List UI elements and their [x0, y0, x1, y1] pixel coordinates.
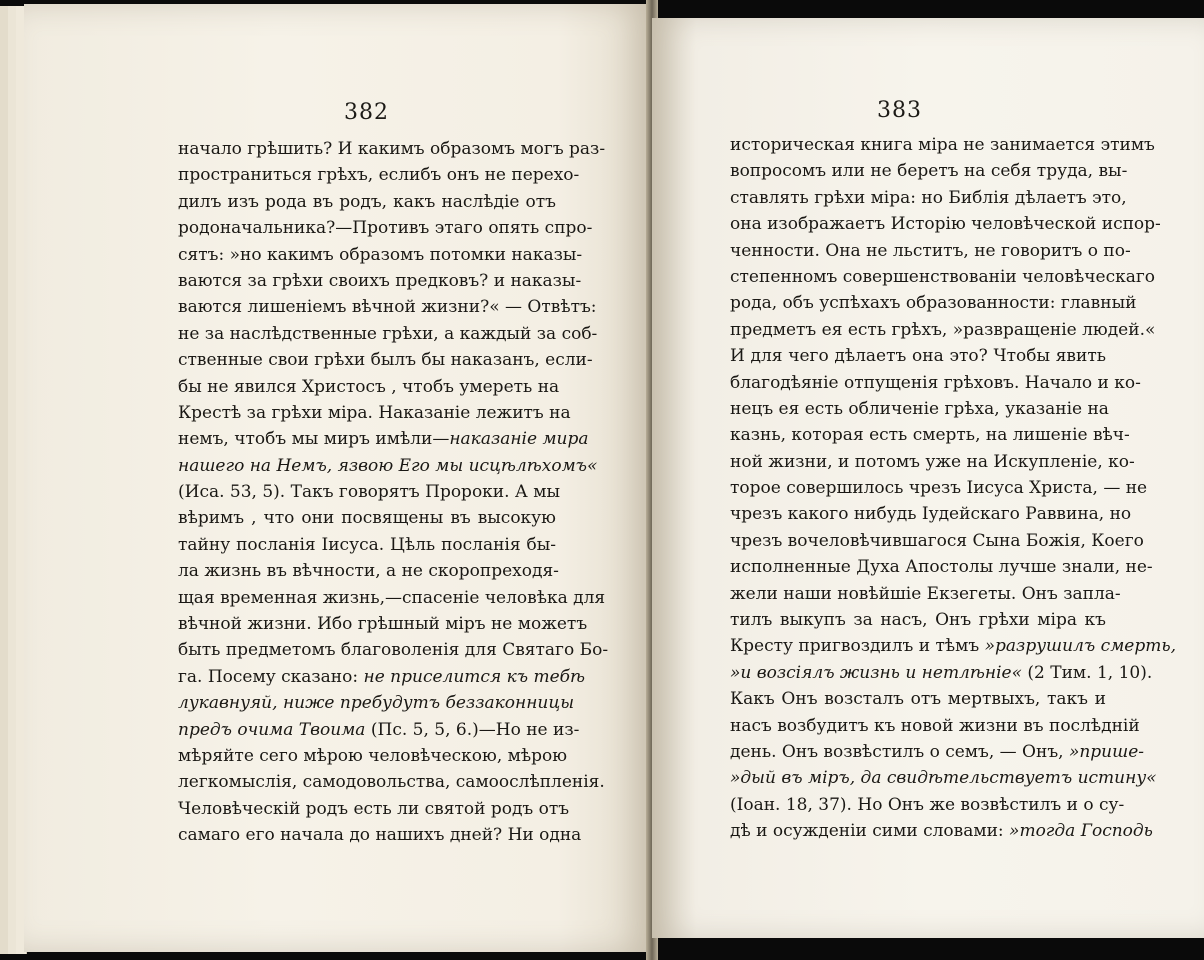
text-line [730, 713, 1140, 739]
text-segment: казнь, которая есть смерть, на лишеніе вѣч- [730, 425, 1130, 446]
text-segment: дилъ изъ рода въ родъ, какъ наслѣдіе отъ [178, 191, 556, 212]
text-segment: вѣримъ , что они посвящены въ высокую [178, 508, 556, 529]
text-segment: (Иса. 53, 5). Такъ говорятъ Пророки. А мы [178, 482, 560, 503]
text-segment: предметъ ея есть грѣхъ, »развращеніе людей.« [730, 319, 1156, 340]
text-segment: (Пс. 5, 5, 6.)—Но не из- [365, 719, 580, 740]
text-segment: жели наши новѣйшіе Екзегеты. Онъ запла- [730, 583, 1121, 604]
italic-quote: »тогда Господь [1009, 821, 1153, 842]
text-line [178, 426, 589, 452]
text-line [178, 558, 559, 584]
text-line [730, 633, 1177, 659]
text-segment: нецъ ея есть обличеніе грѣха, указаніе на [730, 398, 1109, 419]
text-line [730, 765, 1157, 791]
text-segment: дѣ и осужденіи сими словами: [730, 821, 1010, 842]
text-segment: вѣчной жизни. Ибо грѣшный міръ не можетъ [178, 614, 588, 635]
italic-quote: наказаніе мира [449, 429, 589, 450]
left-page [24, 4, 652, 952]
text-line [730, 264, 1155, 290]
text-segment: щая временная жизнь,—спасеніе человѣка для [178, 587, 606, 608]
text-line [178, 321, 598, 347]
text-segment: чрезъ вочеловѣчившагося Сына Божія, Коего [730, 530, 1144, 551]
text-segment: чрезъ какого нибудь Іудейскаго Раввина, но [730, 504, 1132, 525]
text-segment: ваются за грѣхи своихъ предковъ? и наказы- [178, 270, 582, 291]
text-segment: бы не явился Христосъ , чтобъ умереть на [178, 376, 560, 397]
text-segment: самаго его начала до нашихъ дней? Ни одна [178, 825, 582, 846]
text-line [730, 581, 1121, 607]
text-line [730, 211, 1161, 237]
text-segment: вопросомъ или не беретъ на себя труда, вы- [730, 161, 1128, 182]
right-page-text [730, 132, 1177, 845]
text-line [730, 290, 1137, 316]
text-segment: (Іоан. 18, 37). Но Онъ же возвѣстилъ и о су- [730, 794, 1125, 815]
italic-quote: предъ очима Твоима [178, 719, 366, 740]
text-line [178, 400, 571, 426]
text-line [178, 637, 609, 663]
text-line [178, 690, 575, 716]
text-line [178, 505, 556, 531]
text-line [178, 136, 606, 162]
text-line [730, 475, 1148, 501]
text-line [178, 374, 560, 400]
right-page [652, 18, 1204, 938]
text-segment: начало грѣшить? И какимъ образомъ могъ раз- [178, 139, 606, 159]
italic-quote: »прише- [1068, 741, 1145, 762]
text-segment: Крестѣ за грѣхи міра. Наказаніе лежитъ на [178, 402, 571, 423]
italic-quote: нашего на Немъ, язвою Его мы исцѣлѣхомъ« [178, 455, 598, 476]
text-segment: (2 Тим. 1, 10). [1021, 662, 1153, 683]
text-segment: день. Онъ возвѣстилъ о семъ, — Онъ, [730, 741, 1069, 762]
text-segment: быть предметомъ благоволенія для Святаго Бо- [178, 640, 609, 661]
text-segment: не за наслѣдственные грѣхи, а каждый за соб- [178, 323, 598, 344]
text-segment: торое совершилось чрезъ Іисуса Христа, — не [730, 478, 1148, 499]
text-segment: рода, объ успѣхахъ образованности: главный [730, 293, 1137, 314]
text-segment: степенномъ совершенствованіи человѣческаго [730, 266, 1155, 287]
italic-quote: »дый въ міръ, да свидѣтельствуетъ истину« [730, 768, 1157, 789]
text-line [730, 501, 1132, 527]
text-line [730, 607, 1106, 633]
text-line [178, 717, 580, 743]
text-segment: ной жизни, и потомъ уже на Искупленіе, ко- [730, 451, 1135, 472]
text-line [730, 739, 1145, 765]
text-segment: благодѣяніе отпущенія грѣховъ. Начало и ко- [730, 372, 1141, 393]
text-line [730, 449, 1135, 475]
text-line [178, 585, 606, 611]
text-line [730, 660, 1153, 686]
text-line [730, 396, 1109, 422]
text-segment: мѣряйте сего мѣрою человѣческою, мѣрою [178, 745, 568, 766]
text-segment: родоначальника?—Противъ этаго опять спро- [178, 218, 593, 239]
text-segment: И для чего дѣлаетъ она это? Чтобы явить [730, 346, 1106, 367]
text-segment: Кресту пригвоздилъ и тѣмъ [730, 636, 985, 657]
text-segment: ставлять грѣхи міра: но Библія дѣлаетъ это, [730, 187, 1127, 208]
text-line [730, 185, 1127, 211]
text-line [730, 158, 1128, 184]
text-segment: ченности. Она не льститъ, не говоритъ о по- [730, 240, 1131, 261]
italic-quote: »разрушилъ смерть, [984, 636, 1177, 657]
text-line [178, 479, 560, 505]
text-segment: пространиться грѣхъ, еслибъ онъ не перехо- [178, 165, 580, 186]
text-segment: ваются лишеніемъ вѣчной жизни?« — Отвѣтъ: [178, 297, 597, 318]
text-segment: тилъ выкупъ за насъ, Онъ грѣхи міра къ [730, 610, 1106, 631]
italic-quote: не приселится къ тебѣ [363, 666, 586, 687]
text-line [178, 822, 582, 848]
text-line [178, 769, 605, 795]
text-line [178, 294, 597, 320]
text-line [730, 792, 1125, 818]
text-line [178, 611, 588, 637]
text-segment: историческая книга міра не занимается этимъ [730, 135, 1155, 155]
text-line [730, 686, 1106, 712]
text-line [178, 215, 593, 241]
page-number-right: 383 [877, 98, 922, 123]
text-line [730, 422, 1130, 448]
text-segment: сятъ: »но какимъ образомъ потомки наказы- [178, 244, 583, 265]
text-segment: ла жизнь въ вѣчности, а не скоропреходя- [178, 561, 559, 582]
text-line [178, 743, 568, 769]
text-segment: насъ возбудитъ къ новой жизни въ послѣдній [730, 715, 1140, 736]
text-line [178, 162, 580, 188]
text-line [730, 370, 1141, 396]
text-line [730, 818, 1153, 844]
text-line [178, 532, 556, 558]
italic-quote: »и возсіялъ жизнь и нетлѣніе« [730, 662, 1022, 683]
text-segment: тайну посланія Іисуса. Цѣль посланія бы- [178, 534, 556, 555]
text-segment: ственные свои грѣхи былъ бы наказанъ, если- [178, 350, 593, 371]
text-segment: легкомыслія, самодовольства, самоослѣпленія. [178, 772, 605, 793]
text-segment: Человѣческій родъ есть ли святой родъ отъ [178, 798, 570, 819]
left-page-text [178, 136, 609, 849]
text-line [730, 238, 1131, 264]
text-segment: Какъ Онъ возсталъ отъ мертвыхъ, такъ и [730, 689, 1106, 710]
text-line [178, 268, 582, 294]
text-line [730, 317, 1156, 343]
text-line [178, 453, 598, 479]
text-segment: га. Посему сказано: [178, 666, 364, 687]
text-segment: исполненные Духа Апостолы лучше знали, не- [730, 557, 1153, 578]
text-line [178, 664, 586, 690]
text-line [178, 347, 593, 373]
text-line [730, 554, 1153, 580]
text-line [178, 796, 570, 822]
text-line [178, 189, 556, 215]
text-line [730, 132, 1155, 158]
text-segment: немъ, чтобъ мы миръ имѣли— [178, 429, 450, 450]
italic-quote: лукавнуяй, ниже пребудутъ беззаконницы [178, 693, 575, 714]
text-line [178, 242, 583, 268]
page-number-left: 382 [344, 100, 389, 125]
text-segment: она изображаетъ Исторію человѣческой испор- [730, 214, 1161, 235]
text-line [730, 528, 1144, 554]
text-line [730, 343, 1106, 369]
